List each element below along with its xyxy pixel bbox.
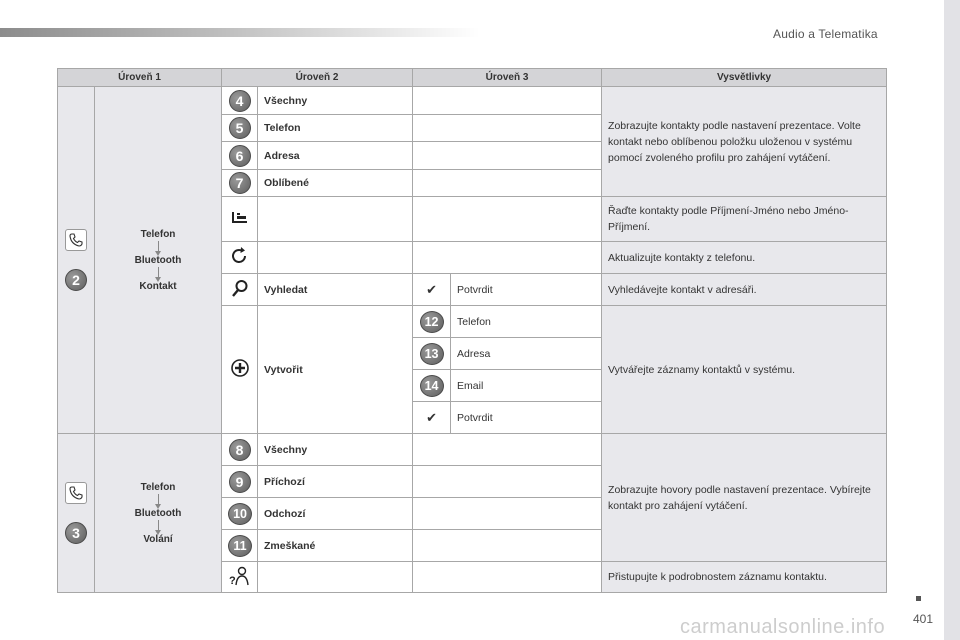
- menu-label: Email: [451, 370, 602, 402]
- table-row: [58, 434, 887, 466]
- callout-badge: 11: [228, 535, 252, 557]
- path-step: Volání: [143, 533, 173, 545]
- menu-label: Všechny: [258, 87, 413, 115]
- menu-label: Telefon: [451, 306, 602, 338]
- callout-badge: 12: [420, 311, 444, 333]
- arrow-down-icon: [158, 520, 159, 531]
- search-icon: [230, 278, 250, 298]
- menu-label: Telefon: [258, 115, 413, 142]
- table-row: [58, 87, 887, 115]
- header-bar: [0, 28, 480, 37]
- menu-label: Adresa: [258, 142, 413, 170]
- arrow-down-icon: [158, 241, 159, 252]
- add-icon: [230, 358, 250, 378]
- col-header-level1: Úroveň 1: [58, 69, 222, 87]
- callout-badge: 7: [229, 172, 251, 194]
- description: Zobrazujte hovory podle nastavení prezentace. Vybírejte kontakt pro zahájení vytáčení.: [602, 434, 887, 562]
- level1-cell: [58, 87, 95, 434]
- menu-label: Potvrdit: [451, 402, 602, 434]
- contact-detail-icon: [228, 565, 252, 587]
- path-cell: [95, 434, 222, 593]
- menu-label: Vytvořit: [258, 306, 413, 434]
- phone-icon: [65, 229, 87, 251]
- arrow-down-icon: [158, 494, 159, 505]
- path-step: Telefon: [140, 481, 176, 493]
- callout-badge: 3: [65, 522, 87, 544]
- menu-label: Vyhledat: [258, 274, 413, 306]
- col-header-level2: Úroveň 2: [222, 69, 413, 87]
- path-step: Kontakt: [139, 280, 177, 292]
- description: Přistupujte k podrobnostem záznamu kontaktu.: [602, 562, 887, 593]
- section-title: Audio a Telematika: [773, 27, 878, 41]
- menu-label: Odchozí: [258, 498, 413, 530]
- menu-label: Adresa: [451, 338, 602, 370]
- col-header-notes: Vysvětlivky: [602, 69, 887, 87]
- phone-icon: [65, 482, 87, 504]
- menu-label: Všechny: [258, 434, 413, 466]
- callout-badge: 8: [229, 439, 251, 461]
- col-header-level3: Úroveň 3: [413, 69, 602, 87]
- table-header-row: [58, 69, 887, 87]
- callout-badge: 13: [420, 343, 444, 365]
- callout-badge: 10: [228, 503, 252, 525]
- path-step: Bluetooth: [134, 254, 182, 266]
- page-number: 401: [913, 612, 934, 626]
- path-step: Bluetooth: [134, 507, 182, 519]
- description: Vyhledávejte kontakt v adresáři.: [602, 274, 887, 306]
- menu-label: Zmeškané: [258, 530, 413, 562]
- checkmark-icon: ✔: [426, 409, 437, 425]
- callout-badge: 9: [229, 471, 251, 493]
- description: Vytvářejte záznamy kontaktů v systému.: [602, 306, 887, 434]
- refresh-icon: [230, 246, 250, 266]
- arrow-down-icon: [158, 267, 159, 278]
- menu-table: [57, 68, 887, 593]
- callout-badge: 14: [420, 375, 444, 397]
- checkmark-icon: ✔: [426, 281, 437, 297]
- description: Řaďte kontakty podle Příjmení-Jméno nebo Jméno-Příjmení.: [602, 197, 887, 242]
- callout-badge: 4: [229, 90, 251, 112]
- sort-icon: [230, 210, 250, 226]
- svg-text:?: ?: [229, 574, 236, 587]
- menu-label: Příchozí: [258, 466, 413, 498]
- path-cell: [95, 87, 222, 434]
- description: Zobrazujte kontakty podle nastavení prezentace. Volte kontakt nebo oblíbenou položku uloženou v systému pomocí zvoleného profilu pro zahájení vytáčení.: [602, 87, 887, 197]
- description: Aktualizujte kontakty z telefonu.: [602, 242, 887, 274]
- page-edge-strip: [944, 0, 960, 640]
- page-marker: [916, 596, 921, 601]
- watermark: carmanualsonline.info: [680, 616, 886, 638]
- menu-label: Oblíbené: [258, 170, 413, 197]
- callout-badge: 2: [65, 269, 87, 291]
- menu-label: Potvrdit: [451, 274, 602, 306]
- callout-badge: 6: [229, 145, 251, 167]
- level1-cell: [58, 434, 95, 593]
- callout-badge: 5: [229, 117, 251, 139]
- path-step: Telefon: [140, 228, 176, 240]
